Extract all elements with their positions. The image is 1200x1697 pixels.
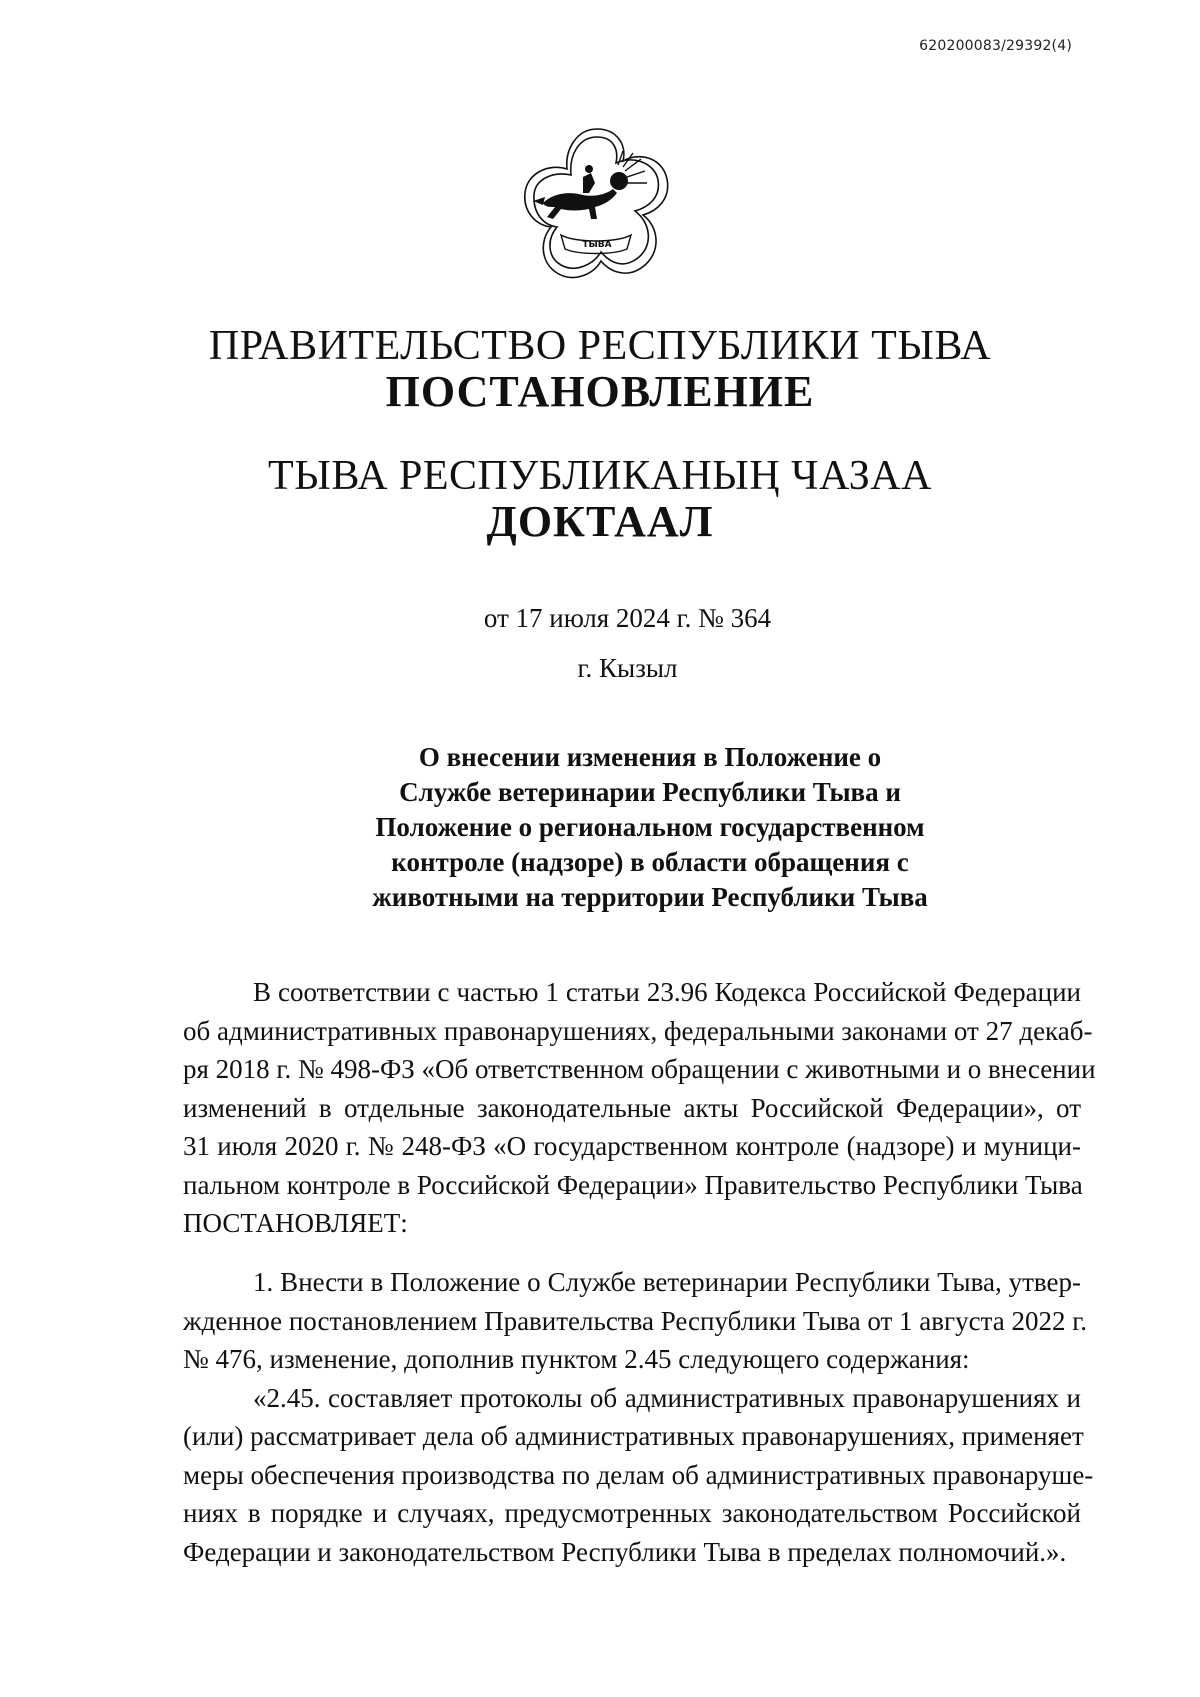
- government-name-tyv: ТЫВА РЕСПУБЛИКАНЫҢ ЧАЗАА: [268, 453, 932, 499]
- document-city: г. Кызыл: [577, 653, 678, 683]
- clause-1-paragraph: [183, 1263, 1094, 1571]
- title-line: Положение о региональном государственном: [375, 812, 925, 842]
- document-date-number: от 17 июля 2024 г. № 364: [483, 603, 772, 633]
- title-line: О внесении изменения в Положение о: [418, 742, 882, 772]
- document-code: 620200083/29392(4): [919, 38, 1072, 54]
- text-line: 31 июля 2020 г. № 248-ФЗ «О государственном контроле (надзоре) и муници-: [183, 1131, 1081, 1161]
- document-type-tyv: ДОКТААЛ: [486, 497, 714, 546]
- title-line: контроле (надзоре) в области обращения с: [391, 847, 909, 877]
- text-line: пальном контроле в Российской Федерации» Правительство Республики Тыва: [183, 1169, 1083, 1200]
- text-line: № 476, изменение, дополнив пунктом 2.45 следующего содержания:: [183, 1344, 970, 1374]
- emblem-inscription: ТЫВА: [582, 240, 612, 250]
- text-line: об административных правонарушениях, федеральными законами от 27 декаб-: [183, 1015, 1093, 1046]
- text-line: ря 2018 г. № 498-ФЗ «Об ответственном обращении с животными и о внесении: [183, 1054, 1096, 1084]
- tuva-emblem-icon: [513, 123, 681, 291]
- text-line: 1. Внести в Положение о Службе ветеринарии Республики Тыва, утвер-: [253, 1267, 1081, 1297]
- clause-2-45-paragraph: [183, 1379, 1094, 1572]
- title-line: животными на территории Республики Тыва: [372, 882, 928, 912]
- text-line: ниях в порядке и случаях, предусмотренных законодательством Российской: [183, 1498, 1081, 1528]
- document-type-ru: ПОСТАНОВЛЕНИЕ: [385, 367, 815, 416]
- text-line: меры обеспечения производства по делам об административных правонаруше-: [183, 1459, 1094, 1490]
- text-line: (или) рассматривает дела об административных правонарушениях, применяет: [183, 1421, 1084, 1451]
- government-name-ru: ПРАВИТЕЛЬСТВО РЕСПУБЛИКИ ТЫВА: [208, 323, 992, 369]
- text-line: Федерации и законодательством Республики Тыва в пределах полномочий.».: [183, 1536, 1067, 1567]
- text-line: В соответствии с частью 1 статьи 23.96 Кодекса Российской Федерации: [253, 977, 1081, 1007]
- document-title: [340, 740, 960, 915]
- text-line: ПОСТАНОВЛЯЕТ:: [183, 1208, 408, 1238]
- text-line: жденное постановлением Правительства Республики Тыва от 1 августа 2022 г.: [183, 1305, 1087, 1336]
- text-line: изменений в отдельные законодательные акты Российской Федерации», от: [183, 1092, 1081, 1123]
- text-line: «2.45. составляет протоколы об административных правонарушениях и: [253, 1382, 1081, 1413]
- title-line: Службе ветеринарии Республики Тыва и: [399, 777, 901, 807]
- preamble-paragraph: [183, 973, 1096, 1243]
